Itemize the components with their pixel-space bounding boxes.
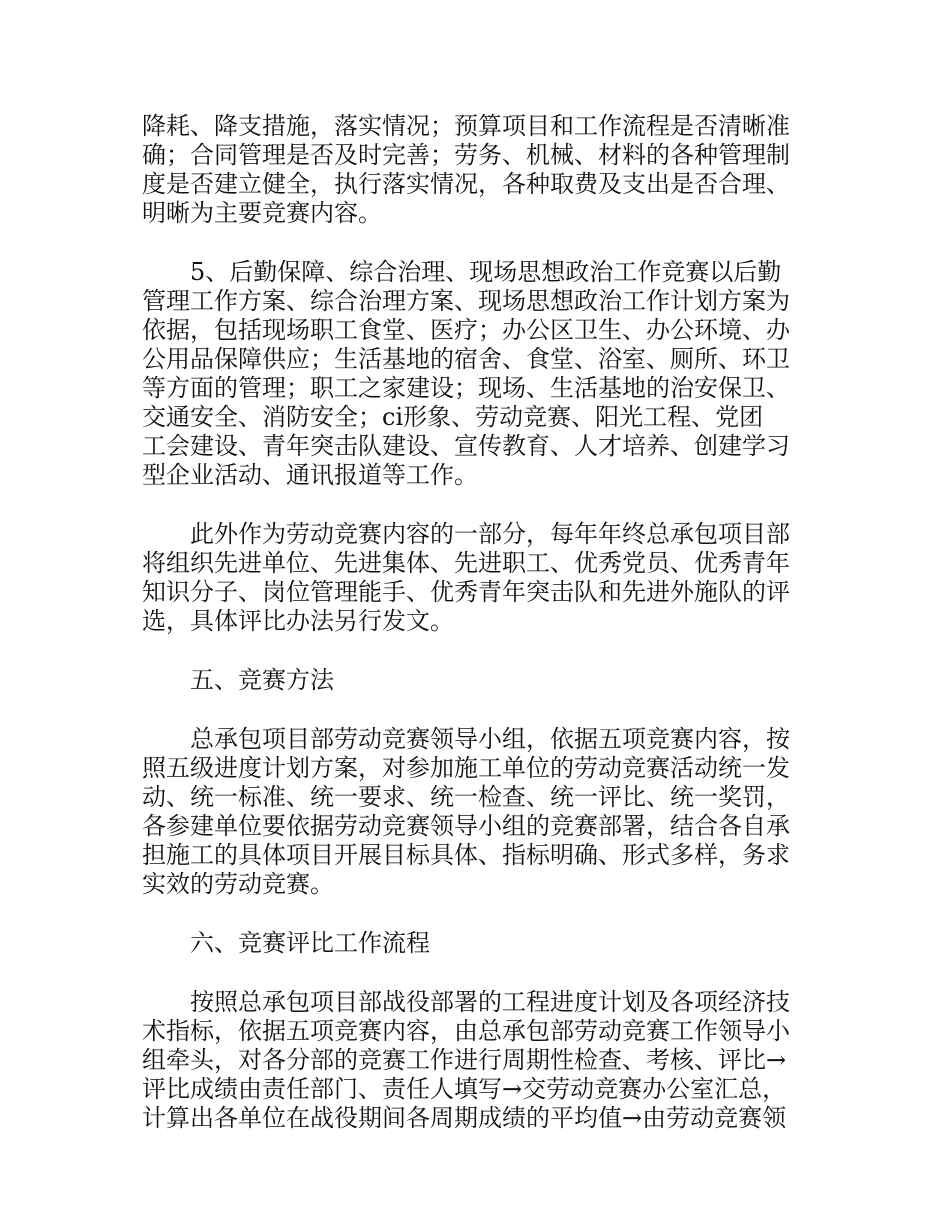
- text-line: 实效的劳动竞赛。: [142, 870, 334, 898]
- text-line: 选，具体评比办法另行发文。: [142, 607, 454, 635]
- text-line: 术指标，依据五项竞赛内容，由总承包部劳动竞赛工作领导小: [142, 1017, 790, 1045]
- text-line: 工会建设、青年突击队建设、宣传教育、人才培养、创建学习: [142, 432, 790, 460]
- text-line: 5、后勤保障、综合治理、现场思想政治工作竞赛以后勤: [190, 258, 782, 286]
- text-line: 明晰为主要竞赛内容。: [142, 199, 382, 227]
- text-line: 等方面的管理；职工之家建设；现场、生活基地的治安保卫、: [142, 374, 790, 402]
- text-line: 将组织先进单位、先进集体、先进职工、优秀党员、优秀青年: [142, 549, 790, 577]
- paragraph-logistics: [142, 258, 822, 490]
- text-line: 各参建单位要依据劳动竞赛领导小组的竞赛部署，结合各自承: [142, 812, 790, 840]
- paragraph-method: [142, 725, 822, 899]
- text-line: 此外作为劳动竞赛内容的一部分，每年年终总承包项目部: [190, 520, 790, 548]
- text-line: 照五级进度计划方案，对参加施工单位的劳动竞赛活动统一发: [142, 754, 790, 782]
- text-line: 依据，包括现场职工食堂、医疗；办公区卫生、办公环境、办: [142, 316, 790, 344]
- text-line: 按照总承包项目部战役部署的工程进度计划及各项经济技: [190, 988, 790, 1016]
- section-heading-competition-method: 五、竞赛方法: [190, 666, 334, 694]
- text-line: 组牵头，对各分部的竞赛工作进行周期性检查、考核、评比→: [142, 1046, 787, 1074]
- text-line: 型企业活动、通讯报道等工作。: [142, 461, 478, 489]
- text-line: 动、统一标准、统一要求、统一检查、统一评比、统一奖罚，: [142, 783, 790, 811]
- text-line: 总承包项目部劳动竞赛领导小组，依据五项竞赛内容，按: [190, 725, 790, 753]
- text-line: 度是否建立健全，执行落实情况，各种取费及支出是否合理、: [142, 170, 790, 198]
- text-line: 知识分子、岗位管理能手、优秀青年突击队和先进外施队的评: [142, 578, 790, 606]
- paragraph-workflow: [142, 988, 822, 1133]
- text-line: 公用品保障供应；生活基地的宿舍、食堂、浴室、厕所、环卫: [142, 345, 790, 373]
- section-heading-evaluation-workflow: 六、竞赛评比工作流程: [190, 929, 430, 957]
- text-line: 评比成绩由责任部门、责任人填写→交劳动竞赛办公室汇总，: [142, 1075, 787, 1103]
- text-line: 管理工作方案、综合治理方案、现场思想政治工作计划方案为: [142, 287, 790, 315]
- text-line: 担施工的具体项目开展目标具体、指标明确、形式多样，务求: [142, 841, 790, 869]
- document-page: [142, 112, 822, 1163]
- text-line: 确；合同管理是否及时完善；劳务、机械、材料的各种管理制: [142, 141, 790, 169]
- text-line: 交通安全、消防安全；ci形象、劳动竞赛、阳光工程、党团: [142, 403, 764, 431]
- paragraph-awards: [142, 520, 822, 636]
- text-line: 降耗、降支措施，落实情况；预算项目和工作流程是否清晰准: [142, 112, 790, 140]
- paragraph-continuation: [142, 112, 822, 228]
- text-line: 计算出各单位在战役期间各周期成绩的平均值→由劳动竞赛领: [142, 1104, 787, 1132]
